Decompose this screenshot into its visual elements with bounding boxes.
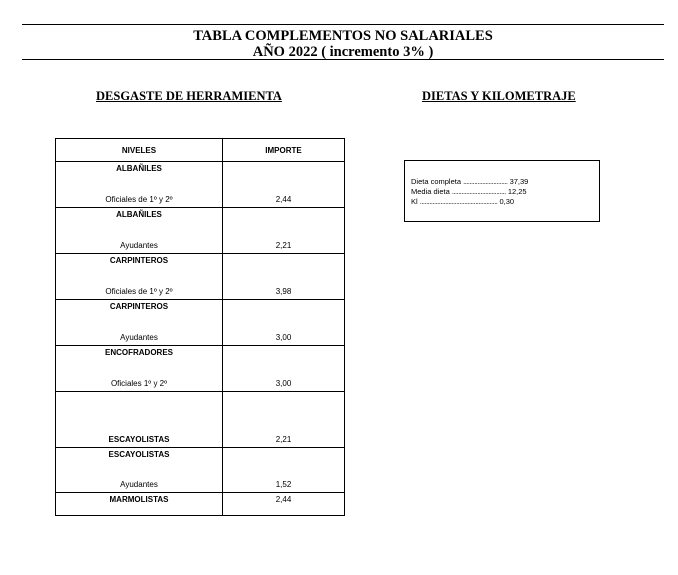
row-nivel: Ayudantes [120,333,158,342]
dietas-value: 0,30 [499,197,515,206]
row-nivel: Oficiales 1º y 2º [110,379,168,388]
row-importe: 2,21 [275,241,292,250]
heading-dietas-kilometraje: DIETAS Y KILOMETRAJE [422,89,576,103]
table-row [56,254,345,300]
dietas-dots: ................................................. [419,197,498,206]
document-title [22,24,664,60]
table-row [56,493,345,516]
row-importe: 2,21 [275,435,292,444]
row-importe: 3,00 [275,333,292,342]
table-row [56,300,345,346]
row-categoria: ESCAYOLISTAS [108,450,170,459]
row-nivel: Oficiales de 1º y 2º [105,195,173,204]
row-importe: 3,98 [275,287,292,296]
row-nivel: ESCAYOLISTAS [108,435,170,444]
table-row [56,208,345,254]
row-importe: 3,00 [275,379,292,388]
row-categoria: MARMOLISTAS [109,495,169,504]
row-categoria: ALBAÑILES [116,164,162,173]
dietas-label: Dieta completa [411,177,462,186]
row-nivel: Ayudantes [120,241,158,250]
dietas-dots: ............................ [463,177,508,186]
table-header-row [56,139,345,162]
table-row [56,162,345,208]
dietas-label: Kl [411,197,418,206]
header-importe-label: IMPORTE [265,145,302,155]
row-importe: 2,44 [275,195,292,204]
row-nivel: Oficiales de 1º y 2º [105,287,173,296]
dietas-row-media-dieta [411,187,599,197]
row-importe: 2,44 [275,495,292,504]
dietas-label: Media dieta [411,187,450,196]
row-categoria: CARPINTEROS [109,256,169,265]
title-line-1: TABLA COMPLEMENTOS NO SALARIALES [193,28,493,44]
dietas-value: 12,25 [507,187,527,196]
herramienta-table [55,138,345,516]
dietas-row-kilometraje [411,197,599,207]
table-row [56,448,345,493]
title-line-2: AÑO 2022 ( incremento 3% ) [252,44,434,60]
table-row [56,392,345,448]
row-categoria: ENCOFRADORES [104,348,173,357]
table-row [56,346,345,392]
header-niveles [56,139,223,162]
row-categoria: CARPINTEROS [109,302,169,311]
row-nivel: Ayudantes [120,480,158,489]
dietas-value: 37,39 [509,177,529,186]
heading-desgaste-herramienta: DESGASTE DE HERRAMIENTA [96,89,282,103]
header-importe [223,139,345,162]
row-categoria: ALBAÑILES [116,210,162,219]
dietas-row-dieta-completa [411,177,599,187]
row-importe: 1,52 [275,480,292,489]
dietas-dots: .................................. [451,187,506,196]
header-niveles-label: NIVELES [121,145,157,155]
dietas-box [404,160,600,222]
